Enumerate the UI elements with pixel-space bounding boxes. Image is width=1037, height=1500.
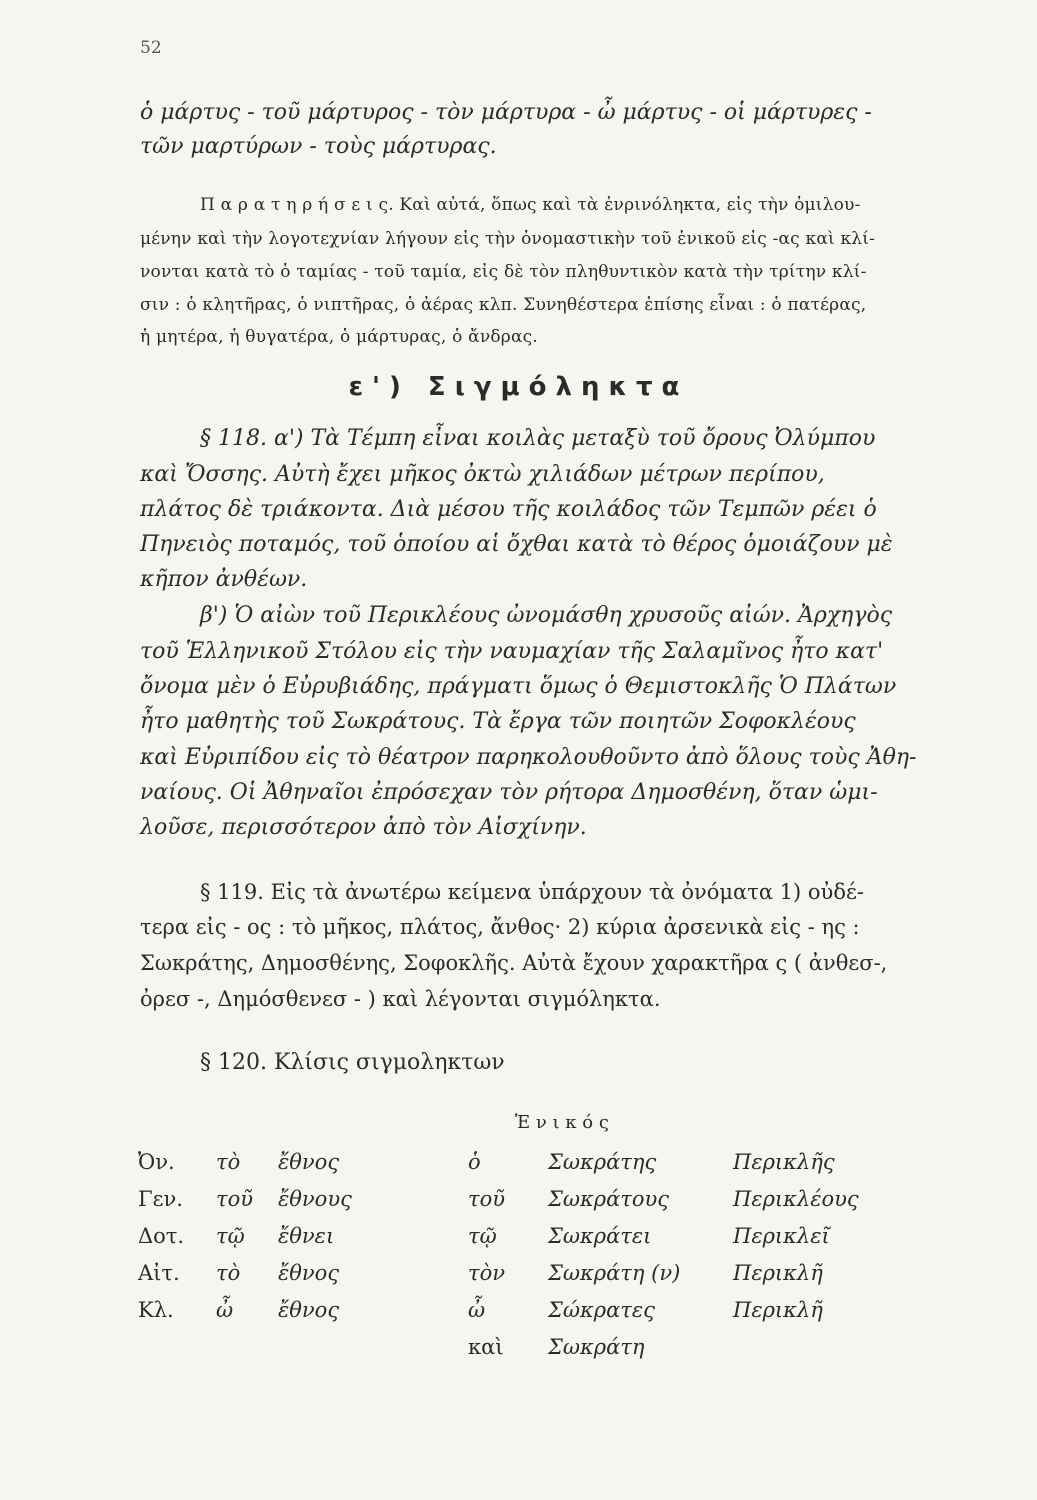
article-neuter: ὦ bbox=[216, 1298, 234, 1322]
word-ethnos: ἔθνος bbox=[278, 1150, 340, 1174]
p118-line-8: ὄνομα μὲν ὁ Εὐρυβιάδης, πράγματι ὅμως ὁ Θεμιστοκλῆς Ὁ Πλάτων bbox=[140, 674, 897, 699]
article-masc: ὁ bbox=[468, 1150, 481, 1174]
article-masc: ὦ bbox=[468, 1298, 486, 1322]
article-neuter: τοῦ bbox=[216, 1187, 254, 1211]
p119-line-4: ὀρεσ -, Δημόσθενεσ - ) καὶ λέγονται σιγμόληκτα. bbox=[140, 987, 661, 1011]
table-row bbox=[138, 1224, 898, 1254]
remarks-line-5: ἡ μητέρα, ἡ θυγατέρα, ὁ μάρτυρας, ὁ ἄνδρας. bbox=[140, 327, 538, 347]
p119-line-1: § 119. Εἰς τὰ ἀνωτέρω κείμενα ὑπάρχουν τὰ ὀνόματα 1) οὐδέ- bbox=[200, 880, 864, 904]
p118-line-9: ἦτο μαθητὴς τοῦ Σωκράτους. Τὰ ἔργα τῶν ποιητῶν Σοφοκλέους bbox=[140, 709, 856, 734]
table-header: Ἑ ν ι κ ό ς bbox=[515, 1112, 609, 1133]
article-masc: τοῦ bbox=[468, 1187, 506, 1211]
word-sokrates: Σωκράτη (ν) bbox=[548, 1261, 681, 1285]
word-sokrates: Σωκράτους bbox=[548, 1187, 670, 1211]
word-perikles: Περικλῆ bbox=[733, 1298, 823, 1322]
article-masc: τὸν bbox=[468, 1261, 506, 1285]
case-label: Αἰτ. bbox=[138, 1261, 180, 1285]
word-sokrates: Σωκράτης bbox=[548, 1150, 657, 1174]
p119-line-3: Σωκράτης, Δημοσθένης, Σοφοκλῆς. Αὐτὰ ἔχουν χαρακτῆρα ς ( ἀνθεσ-, bbox=[140, 951, 888, 975]
p118-line-12: λοῦσε, περισσότερον ἀπὸ τὸν Αἰσχίνην. bbox=[140, 815, 587, 840]
word-perikles: Περικλεῖ bbox=[733, 1224, 830, 1248]
p118-line-1: § 118. α') Τὰ Τέμπη εἶναι κοιλὰς μεταξὺ τοῦ ὄρους Ὀλύμπου bbox=[200, 426, 876, 451]
table-row bbox=[138, 1335, 898, 1365]
word-perikles: Περικλῆ bbox=[733, 1261, 823, 1285]
article-neuter: τὸ bbox=[216, 1261, 241, 1285]
case-label: Γεν. bbox=[138, 1187, 183, 1211]
remarks-line-3: νονται κατὰ τὸ ὁ ταμίας - τοῦ ταμία, εἰς δὲ τὸν πληθυντικὸν κατὰ τὴν τρίτην κλί- bbox=[140, 262, 867, 282]
p118-line-4: Πηνειὸς ποταμός, τοῦ ὁποίου αἱ ὄχθαι κατὰ τὸ θέρος ὁμοιάζουν μὲ bbox=[140, 532, 893, 557]
word-ethnos: ἔθνει bbox=[278, 1224, 335, 1248]
word-sokrates: Σωκράτει bbox=[548, 1224, 652, 1248]
section-heading: ε') Σιγμόληκτα bbox=[348, 372, 689, 402]
word-perikles: Περικλῆς bbox=[733, 1150, 835, 1174]
case-label: Ὀν. bbox=[138, 1150, 175, 1174]
p120-title: § 120. Κλίσις σιγμοληκτων bbox=[200, 1050, 505, 1075]
p118-line-5: κῆπον ἀνθέων. bbox=[140, 567, 308, 592]
conjunction-kai: καὶ bbox=[468, 1335, 504, 1359]
article-neuter: τὸ bbox=[216, 1150, 241, 1174]
word-ethnos: ἔθνος bbox=[278, 1261, 340, 1285]
p119-line-2: τερα εἰς - ος : τὸ μῆκος, πλάτος, ἄνθος· 2) κύρια ἀρσενικὰ εἰς - ης : bbox=[140, 915, 860, 939]
remarks-line-2: μένην καὶ τὴν λογοτεχνίαν λήγουν εἰς τὴν ὀνομαστικὴν τοῦ ἑνικοῦ εἰς -ας καὶ κλί- bbox=[140, 229, 876, 249]
word-ethnos: ἔθνος bbox=[278, 1298, 340, 1322]
p118-line-6: β') Ὁ αἰὼν τοῦ Περικλέους ὠνομάσθη χρυσοῦς αἰών. Ἀρχηγὸς bbox=[200, 603, 893, 628]
p118-line-11: ναίους. Οἱ Ἀθηναῖοι ἐπρόσεχαν τὸν ρήτορα Δημοσθένη, ὅταν ὡμι- bbox=[140, 780, 878, 805]
page-number: 52 bbox=[140, 38, 162, 58]
remarks-line-1: Π α ρ α τ η ρ ή σ ε ι ς. Καὶ αὐτά, ὅπως καὶ τὰ ἐνρινόληκτα, εἰς τὴν ὁμιλου- bbox=[200, 195, 861, 215]
case-label: Δοτ. bbox=[138, 1224, 185, 1248]
table-row bbox=[138, 1298, 898, 1328]
p118-line-10: καὶ Εὐριπίδου εἰς τὸ θέατρον παρηκολουθοῦντο ἀπὸ ὅλους τοὺς Ἀθη- bbox=[140, 745, 917, 770]
word-sokrates: Σωκράτη bbox=[548, 1335, 645, 1359]
table-row bbox=[138, 1150, 898, 1180]
p118-line-7: τοῦ Ἑλληνικοῦ Στόλου εἰς τὴν ναυμαχίαν τῆς Σαλαμῖνος ἦτο κατ' bbox=[140, 639, 884, 664]
table-row bbox=[138, 1187, 898, 1217]
word-ethnos: ἔθνους bbox=[278, 1187, 352, 1211]
p118-line-3: πλάτος δὲ τριάκοντα. Διὰ μέσου τῆς κοιλάδος τῶν Τεμπῶν ρέει ὁ bbox=[140, 497, 877, 522]
word-sokrates: Σώκρατες bbox=[548, 1298, 655, 1322]
case-label: Κλ. bbox=[138, 1298, 174, 1322]
p118-line-2: καὶ Ὄσσης. Αὐτὴ ἔχει μῆκος ὀκτὼ χιλιάδων μέτρων περίπου, bbox=[140, 462, 825, 487]
intro-line-1: ὁ μάρτυς - τοῦ μάρτυρος - τὸν μάρτυρα - ὦ μάρτυς - οἱ μάρτυρες - bbox=[140, 100, 872, 125]
intro-line-2: τῶν μαρτύρων - τοὺς μάρτυρας. bbox=[140, 134, 497, 159]
table-row bbox=[138, 1261, 898, 1291]
word-perikles: Περικλέους bbox=[733, 1187, 859, 1211]
article-neuter: τῷ bbox=[216, 1224, 245, 1248]
article-masc: τῷ bbox=[468, 1224, 497, 1248]
remarks-line-4: σιν : ὁ κλητῆρας, ὁ νιπτῆρας, ὁ ἀέρας κλπ. Συνηθέστερα ἐπίσης εἶναι : ὁ πατέρας, bbox=[140, 295, 867, 315]
